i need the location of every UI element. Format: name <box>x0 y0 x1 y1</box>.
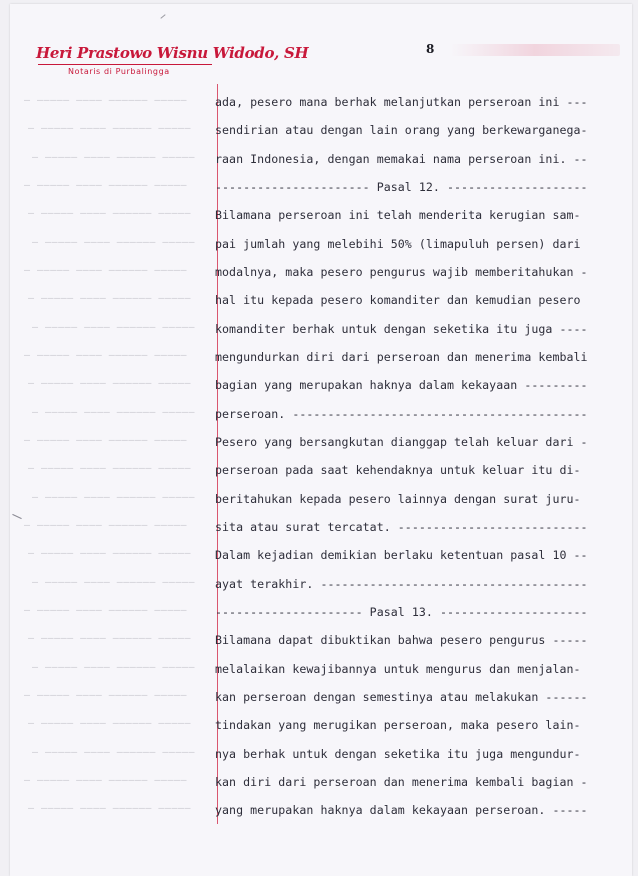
text-line: nya berhak untuk dengan seketika itu juga mengundur- <box>215 746 581 761</box>
bleed-through-line: ‒ ‒‒‒‒‒ ‒‒‒‒ ‒‒‒‒‒‒ ‒‒‒‒‒ <box>28 208 192 220</box>
bleed-through-line: ‒ ‒‒‒‒‒ ‒‒‒‒ ‒‒‒‒‒‒ ‒‒‒‒‒ <box>24 604 188 616</box>
text-line: tindakan yang merugikan perseroan, maka pesero lain- <box>215 718 581 733</box>
text-line: melalaikan kewajibannya untuk mengurus dan menjalan- <box>215 661 581 676</box>
bleed-through-line: ‒ ‒‒‒‒‒ ‒‒‒‒ ‒‒‒‒‒‒ ‒‒‒‒‒ <box>32 151 196 163</box>
text-line: Bilamana perseroan ini telah menderita kerugian sam- <box>215 208 581 223</box>
text-line: mengundurkan diri dari perseroan dan menerima kembali <box>215 349 588 364</box>
text-line: Bilamana dapat dibuktikan bahwa pesero pengurus ----- <box>215 633 588 648</box>
bleed-through-line: ‒ ‒‒‒‒‒ ‒‒‒‒ ‒‒‒‒‒‒ ‒‒‒‒‒ <box>32 321 196 333</box>
text-line: komanditer berhak untuk dengan seketika itu juga ---- <box>215 321 588 336</box>
text-line: bagian yang merupakan haknya dalam kekayaan --------- <box>215 378 588 393</box>
text-line: Pesero yang bersangkutan dianggap telah keluar dari - <box>215 434 588 449</box>
article-heading: ---------------------- Pasal 12. -------------------- <box>215 179 588 194</box>
bleed-through-line: ‒ ‒‒‒‒‒ ‒‒‒‒ ‒‒‒‒‒‒ ‒‒‒‒‒ <box>28 803 192 815</box>
bleed-through-line: ‒ ‒‒‒‒‒ ‒‒‒‒ ‒‒‒‒‒‒ ‒‒‒‒‒ <box>32 491 196 503</box>
page-number: 8 <box>426 42 435 56</box>
bleed-through-line: ‒ ‒‒‒‒‒ ‒‒‒‒ ‒‒‒‒‒‒ ‒‒‒‒‒ <box>32 236 196 248</box>
bleed-through-line: ‒ ‒‒‒‒‒ ‒‒‒‒ ‒‒‒‒‒‒ ‒‒‒‒‒ <box>28 633 192 645</box>
text-line: beritahukan kepada pesero lainnya dengan surat juru- <box>215 491 581 506</box>
text-line: modalnya, maka pesero pengurus wajib memberitahukan - <box>215 264 588 279</box>
text-line: perseroan pada saat kehendaknya untuk keluar itu di- <box>215 463 581 478</box>
bleed-through-area <box>10 4 220 876</box>
text-line: Dalam kejadian demikian berlaku ketentuan pasal 10 -- <box>215 548 588 563</box>
bleed-through-line: ‒ ‒‒‒‒‒ ‒‒‒‒ ‒‒‒‒‒‒ ‒‒‒‒‒ <box>32 576 196 588</box>
text-line: sita atau surat tercatat. --------------------------- <box>215 519 588 534</box>
bleed-through-line: ‒ ‒‒‒‒‒ ‒‒‒‒ ‒‒‒‒‒‒ ‒‒‒‒‒ <box>24 774 188 786</box>
text-line: sendirian atau dengan lain orang yang berkewarganega- <box>215 123 588 138</box>
bleed-through-line: ‒ ‒‒‒‒‒ ‒‒‒‒ ‒‒‒‒‒‒ ‒‒‒‒‒ <box>32 746 196 758</box>
bleed-through-line: ‒ ‒‒‒‒‒ ‒‒‒‒ ‒‒‒‒‒‒ ‒‒‒‒‒ <box>24 264 188 276</box>
bleed-through-line: ‒ ‒‒‒‒‒ ‒‒‒‒ ‒‒‒‒‒‒ ‒‒‒‒‒ <box>24 689 188 701</box>
bleed-through-line: ‒ ‒‒‒‒‒ ‒‒‒‒ ‒‒‒‒‒‒ ‒‒‒‒‒ <box>28 293 192 305</box>
text-line: kan perseroan dengan semestinya atau melakukan ------ <box>215 689 588 704</box>
bleed-through-line: ‒ ‒‒‒‒‒ ‒‒‒‒ ‒‒‒‒‒‒ ‒‒‒‒‒ <box>28 548 192 560</box>
notary-letterhead-location: Notaris di Purbalingga <box>68 67 170 76</box>
bleed-through-line: ‒ ‒‒‒‒‒ ‒‒‒‒ ‒‒‒‒‒‒ ‒‒‒‒‒ <box>32 406 196 418</box>
bleed-through-line: ‒ ‒‒‒‒‒ ‒‒‒‒ ‒‒‒‒‒‒ ‒‒‒‒‒ <box>24 434 188 446</box>
deed-text <box>215 94 620 831</box>
bleed-through-line: ‒ ‒‒‒‒‒ ‒‒‒‒ ‒‒‒‒‒‒ ‒‒‒‒‒ <box>28 718 192 730</box>
bleed-through-line: ‒ ‒‒‒‒‒ ‒‒‒‒ ‒‒‒‒‒‒ ‒‒‒‒‒ <box>24 519 188 531</box>
bleed-through-line: ‒ ‒‒‒‒‒ ‒‒‒‒ ‒‒‒‒‒‒ ‒‒‒‒‒ <box>24 179 188 191</box>
text-line: yang merupakan haknya dalam kekayaan perseroan. ----- <box>215 803 588 818</box>
document-page <box>10 4 632 876</box>
bleed-through-line: ‒ ‒‒‒‒‒ ‒‒‒‒ ‒‒‒‒‒‒ ‒‒‒‒‒ <box>32 661 196 673</box>
bleed-through-line: ‒ ‒‒‒‒‒ ‒‒‒‒ ‒‒‒‒‒‒ ‒‒‒‒‒ <box>28 463 192 475</box>
text-line: ada, pesero mana berhak melanjutkan perseroan ini --- <box>215 95 588 109</box>
bleed-through-line: ‒ ‒‒‒‒‒ ‒‒‒‒ ‒‒‒‒‒‒ ‒‒‒‒‒ <box>24 95 188 106</box>
text-line: ayat terakhir. -------------------------------------- <box>215 576 588 591</box>
notary-letterhead-name: Heri Prastowo Wisnu Widodo, SH <box>36 44 309 62</box>
text-line: raan Indonesia, dengan memakai nama perseroan ini. -- <box>215 151 588 166</box>
bleed-through-line: ‒ ‒‒‒‒‒ ‒‒‒‒ ‒‒‒‒‒‒ ‒‒‒‒‒ <box>24 349 188 361</box>
bleed-through-header <box>450 44 620 56</box>
text-line: hal itu kepada pesero komanditer dan kemudian pesero <box>215 293 581 308</box>
bleed-through-line: ‒ ‒‒‒‒‒ ‒‒‒‒ ‒‒‒‒‒‒ ‒‒‒‒‒ <box>28 378 192 390</box>
bleed-through-line: ‒ ‒‒‒‒‒ ‒‒‒‒ ‒‒‒‒‒‒ ‒‒‒‒‒ <box>28 123 192 135</box>
text-line: kan diri dari perseroan dan menerima kembali bagian - <box>215 774 588 789</box>
text-line: perseroan. ------------------------------------------ <box>215 406 588 421</box>
article-heading: --------------------- Pasal 13. --------------------- <box>215 604 588 619</box>
text-line: pai jumlah yang melebihi 50% (limapuluh persen) dari <box>215 236 581 251</box>
letterhead-underline <box>38 64 212 65</box>
